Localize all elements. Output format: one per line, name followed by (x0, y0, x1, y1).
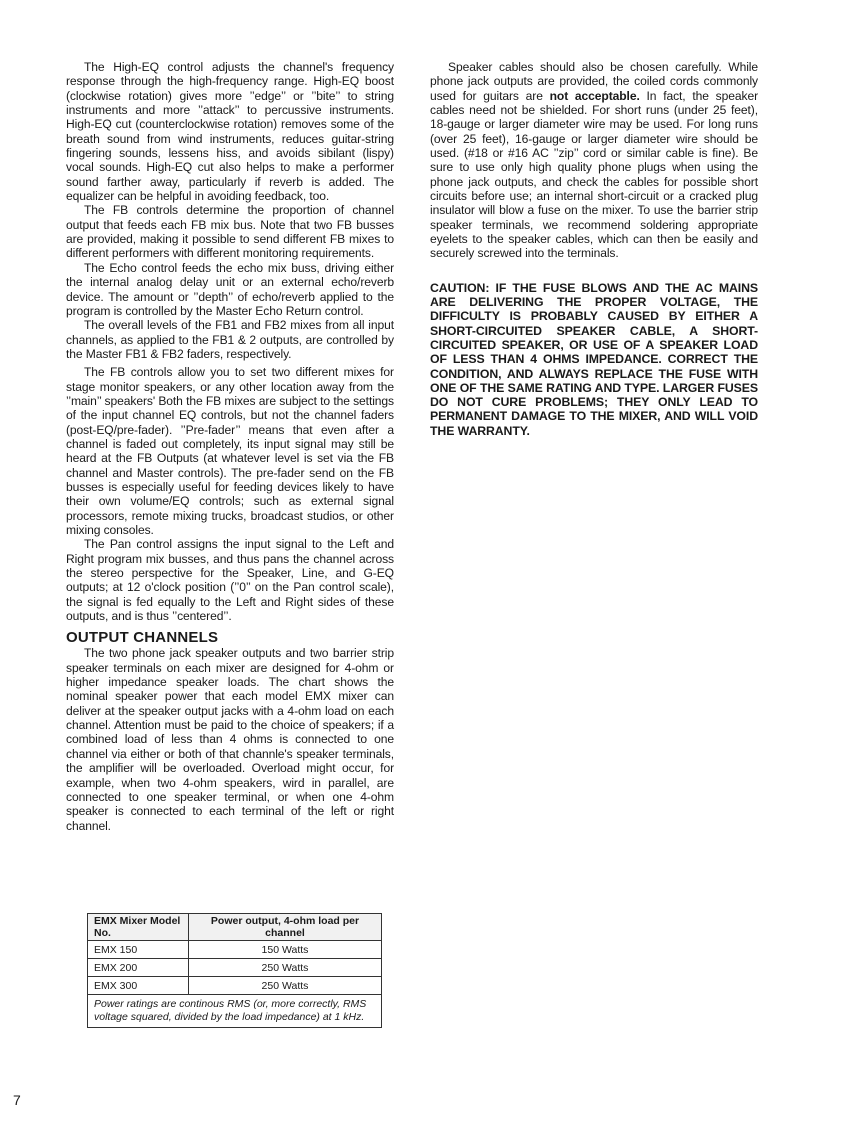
paragraph-speaker-cables (430, 60, 758, 261)
table-row (88, 977, 382, 995)
cell-model: EMX 150 (88, 941, 189, 959)
table-note: Power ratings are continous RMS (or, more correctly, RMS voltage squared, divided by the load impedance) at 1 kHz. (88, 995, 382, 1028)
paragraph-fb-levels: The overall levels of the FB1 and FB2 mixes from all input channels, as applied to the FB1 & 2 outputs, are controlled by the Master FB1 & FB2 faders, respectively. (66, 318, 394, 361)
table-note-row (88, 995, 382, 1028)
cell-model: EMX 200 (88, 959, 189, 977)
right-column (430, 60, 758, 438)
cell-power: 150 Watts (189, 941, 382, 959)
cell-power: 250 Watts (189, 959, 382, 977)
paragraph-high-eq: The High-EQ control adjusts the channel's frequency response through the high-frequency range. High-EQ boost (clockwise rotation) gives more ’’edge’’ or ’’bite’’ to string instruments and more ’’attack’’ to percussive instruments. High-EQ cut (counterclockwise rotation) removes some of the breath sound from wind instruments, reduces guitar-string fingering sounds, lessens hiss, and avoids sibilant (lispy) vocal sounds. High-EQ cut also helps to make a performer sound farther away, particularly if reverb is added. The equalizer can be helpful in avoiding feedback, too. (66, 60, 394, 204)
page-number: 7 (13, 1092, 21, 1108)
paragraph-echo-control: The Echo control feeds the echo mix buss, driving either the internal analog delay unit or an external echo/reverb device. The amount or ’’depth’’ of echo/reverb applied to the program is controlled by the Master Echo Return control. (66, 260, 394, 318)
section-heading-output-channels: OUTPUT CHANNELS (66, 629, 219, 647)
table-row (88, 959, 382, 977)
table-header-row (88, 914, 382, 941)
text-run: In fact, the speaker cables need not be shielded. For short runs (under 25 feet), 18-gauge or larger diameter wire may be used. For long runs (over 25 feet), 16-gauge or larger diameter wire should be used. (#18 or #16 AC ’’zip’’ cord or similar cable is fine). Be sure to use only high quality phone plugs when using the phone jack outputs, and check the cables for possible short circuits before use; an internal short-circuit or a cracked plug insulator will blow a fuse on the mixer. To use the barrier strip speaker terminals, we recommend soldering appropriate eyelets to the speaker cables, which can then be easily and securely screwed into the terminals. (430, 88, 758, 261)
paragraph-output-channels: The two phone jack speaker outputs and two barrier strip speaker terminals on each mixer are designed for 4-ohm or higher impedance speaker loads. The chart shows the nominal speaker power that each model EMX mixer can deliver at the speaker output jacks with a 4-ohm load on each channel. Attention must be paid to the choice of speakers; if a combined load of less than 4 ohms is connected to one channel via either or both of that channle's speaker terminals, the amplifier will be overloaded. Overload might occur, for example, when two 4-ohm speakers, wird in parallel, are connected to one speaker terminal, or when one 4-ohm speaker is connected to each terminal of the left or right channel. (66, 646, 394, 833)
left-column (66, 60, 394, 833)
paragraph-fb-controls: The FB controls determine the proportion of channel output that feeds each FB mix bus. Note that two FB busses are provided, making it possible to send different FB mixes to different performers with different monitoring requirements. (66, 203, 394, 261)
header-power: Power output, 4-ohm load per channel (189, 914, 382, 941)
header-model: EMX Mixer Model No. (88, 914, 189, 941)
table-row (88, 941, 382, 959)
emphasis-not-acceptable: not acceptable. (549, 88, 640, 103)
power-output-table (87, 913, 382, 1028)
cell-power: 250 Watts (189, 977, 382, 995)
caution-notice: CAUTION: IF THE FUSE BLOWS AND THE AC MAINS ARE DELIVERING THE PROPER VOLTAGE, THE DIFFICULTY IS PROBABLY CAUSED BY EITHER A SHORT-CIRCUITED SPEAKER CABLE, A SHORT-CIRCUITED SPEAKER, OR USE OF A SPEAKER LOAD OF LESS THAN 4 OHMS IMPEDANCE. CORRECT THE CONDITION, AND ALWAYS REPLACE THE FUSE WITH ONE OF THE SAME RATING AND TYPE. LARGER FUSES DO NOT CURE PROBLEMS; THEY ONLY LEAD TO PERMANENT DAMAGE TO THE MIXER, AND WILL VOID THE WARRANTY. (430, 280, 758, 438)
paragraph-fb-mixes: The FB controls allow you to set two different mixes for stage monitor speakers, or any other location away from the ’’main’’ speakers' Both the FB mixes are subject to the settings of the input channel EQ controls, but not the channel faders (post-EQ/pre-fader). ’’Pre-fader’’ means that even after a channel is faded out completely, its input signal may still be heard at the FB Outputs (at whatever level is set via the FB channel and Master controls). The pre-fader send on the FB busses is especially useful for feeding devices likely to have their own volume/EQ controls; such as external signal processors, remote mixing trucks, broadcast studios, or other mixing consoles. (66, 365, 394, 537)
text-run: Speaker cables should also be chosen carefully. While phone jack outputs are provided, the coiled cords commonly used for guitars are (430, 60, 758, 103)
paragraph-pan-control: The Pan control assigns the input signal to the Left and Right program mix busses, and thus pans the channel across the stereo perspective for the Speaker, Line, and G-EQ outputs; at 12 o'clock position (’’0’’ on the Pan control scale), the signal is fed equally to the Left and Right sides of these outputs, and is thus ’’centered’’. (66, 537, 394, 624)
cell-model: EMX 300 (88, 977, 189, 995)
